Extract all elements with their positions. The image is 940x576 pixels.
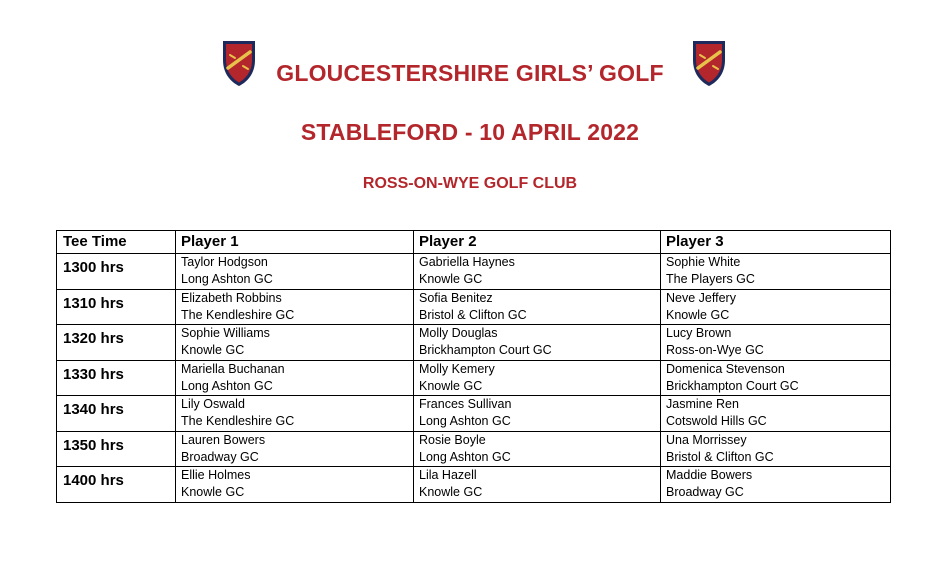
player-club: Knowle GC — [419, 272, 483, 286]
tee-time: 1310 hrs — [57, 289, 176, 325]
player-club: Ross-on-Wye GC — [666, 343, 764, 357]
player-cell — [176, 431, 414, 467]
player-name: Jasmine Ren — [666, 397, 739, 411]
tee-time: 1320 hrs — [57, 325, 176, 361]
player-name: Molly Douglas — [419, 326, 498, 340]
player-cell — [176, 360, 414, 396]
player-name: Sophie White — [666, 255, 741, 269]
header-tee-time: Tee Time — [57, 231, 176, 254]
player-name: Una Morrissey — [666, 432, 747, 447]
table-row — [57, 467, 891, 503]
player-name: Sophie Williams — [181, 326, 270, 340]
player-club: Bristol & Clifton GC — [666, 449, 774, 464]
player-cell — [661, 360, 891, 396]
table-row — [57, 325, 891, 361]
player-cell — [176, 325, 414, 361]
player-name: Elizabeth Robbins — [181, 290, 282, 305]
player-name: Sofia Benitez — [419, 290, 493, 305]
player-club: Knowle GC — [181, 485, 245, 499]
tee-time: 1350 hrs — [57, 431, 176, 467]
player-cell — [661, 467, 891, 503]
player-cell — [176, 289, 414, 325]
player-name: Rosie Boyle — [419, 432, 486, 447]
player-club: Cotswold Hills GC — [666, 414, 767, 428]
player-name: Taylor Hodgson — [181, 255, 268, 269]
player-cell — [661, 396, 891, 432]
tee-time: 1400 hrs — [57, 467, 176, 503]
player-name: Lucy Brown — [666, 326, 732, 340]
player-club: Broadway GC — [181, 449, 259, 464]
table-row — [57, 360, 891, 396]
player-cell — [661, 289, 891, 325]
table-row — [57, 431, 891, 467]
tee-time: 1300 hrs — [57, 254, 176, 290]
page-title: GLOUCESTERSHIRE GIRLS’ GOLF — [276, 60, 664, 86]
player-cell — [661, 254, 891, 290]
player-cell — [176, 467, 414, 503]
player-club: The Kendleshire GC — [181, 414, 295, 428]
player-cell — [661, 325, 891, 361]
player-club: Knowle GC — [419, 485, 483, 499]
table-header-row — [57, 231, 891, 254]
player-name: Lila Hazell — [419, 468, 477, 482]
table-row — [57, 254, 891, 290]
player-cell — [414, 360, 661, 396]
player-name: Domenica Stevenson — [666, 361, 785, 376]
player-name: Maddie Bowers — [666, 468, 753, 482]
player-cell — [176, 254, 414, 290]
player-club: Knowle GC — [419, 378, 483, 393]
player-cell — [661, 431, 891, 467]
header-player-1: Player 1 — [176, 231, 414, 254]
player-club: Bristol & Clifton GC — [419, 307, 527, 322]
player-club: Long Ashton GC — [181, 378, 273, 393]
player-name: Gabriella Haynes — [419, 255, 515, 269]
player-name: Molly Kemery — [419, 361, 495, 376]
tee-time: 1340 hrs — [57, 396, 176, 432]
header-player-2: Player 2 — [414, 231, 661, 254]
player-club: Brickhampton Court GC — [419, 343, 552, 357]
player-cell — [414, 431, 661, 467]
player-name: Ellie Holmes — [181, 468, 251, 482]
table-row — [57, 396, 891, 432]
player-name: Mariella Buchanan — [181, 361, 285, 376]
player-club: Long Ashton GC — [419, 449, 511, 464]
player-club: The Kendleshire GC — [181, 307, 295, 322]
player-name: Neve Jeffery — [666, 290, 736, 305]
venue-name: ROSS-ON-WYE GOLF CLUB — [362, 175, 578, 192]
player-club: Knowle GC — [666, 307, 730, 322]
player-club: Brickhampton Court GC — [666, 378, 799, 393]
player-cell — [414, 254, 661, 290]
event-subtitle: STABLEFORD - 10 APRIL 2022 — [300, 119, 640, 145]
table-row — [57, 289, 891, 325]
player-name: Lauren Bowers — [181, 432, 266, 447]
player-name: Frances Sullivan — [419, 397, 512, 411]
player-cell — [176, 396, 414, 432]
tee-time: 1330 hrs — [57, 360, 176, 396]
player-name: Lily Oswald — [181, 397, 245, 411]
player-club: Broadway GC — [666, 485, 744, 499]
player-club: Long Ashton GC — [181, 272, 273, 286]
player-club: Knowle GC — [181, 343, 245, 357]
header-player-3: Player 3 — [661, 231, 891, 254]
tee-times-table — [56, 230, 891, 503]
player-club: The Players GC — [666, 272, 755, 286]
player-cell — [414, 396, 661, 432]
player-cell — [414, 325, 661, 361]
player-cell — [414, 289, 661, 325]
player-cell — [414, 467, 661, 503]
player-club: Long Ashton GC — [419, 414, 511, 428]
